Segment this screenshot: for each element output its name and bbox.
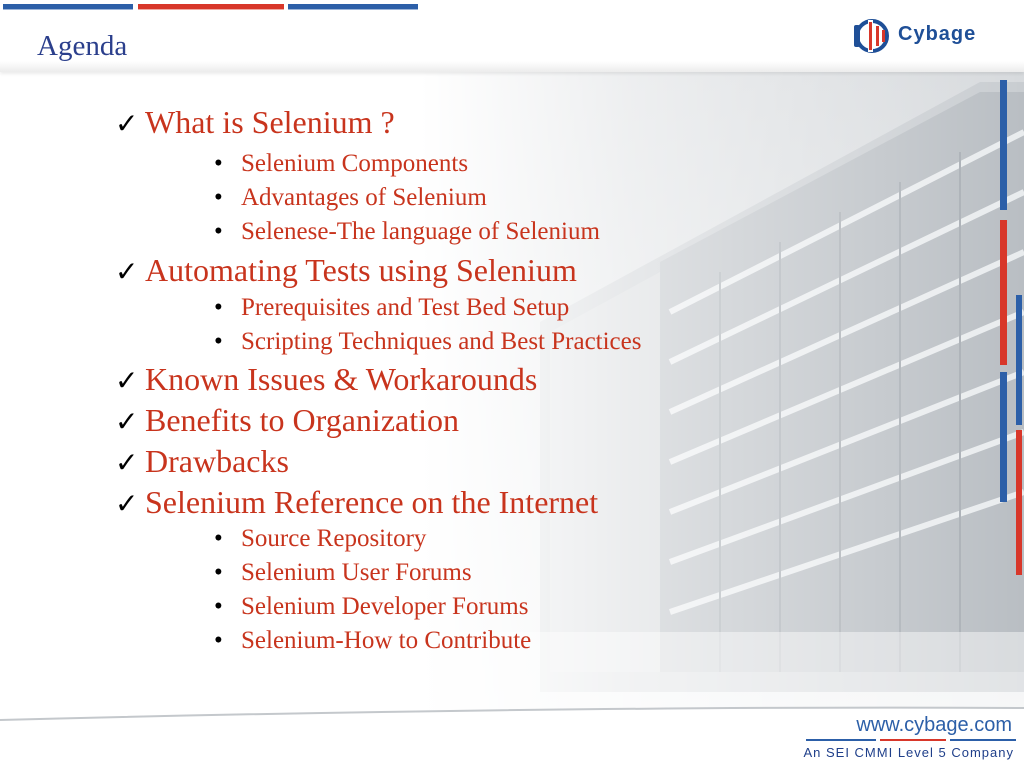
bullet-icon: • <box>214 184 223 211</box>
agenda-subitem-label: Advantages of Selenium <box>241 184 487 211</box>
agenda-item <box>115 252 577 289</box>
bullet-icon: • <box>214 150 223 177</box>
agenda-item <box>115 443 289 480</box>
checkmark-icon: ✓ <box>115 255 139 288</box>
agenda-item-label: What is Selenium ? <box>145 104 395 140</box>
agenda-subitem <box>214 593 528 621</box>
bullet-icon: • <box>214 559 223 586</box>
agenda-item-label: Automating Tests using Selenium <box>145 252 577 288</box>
agenda-item <box>115 104 395 141</box>
agenda-subitem-label: Source Repository <box>241 525 427 552</box>
agenda-subitem-label: Selenium Components <box>241 150 469 177</box>
bullet-icon: • <box>214 627 223 654</box>
agenda-subitem-label: Scripting Techniques and Best Practices <box>241 328 642 355</box>
agenda-item <box>115 361 537 398</box>
agenda-subitem <box>214 218 600 246</box>
agenda-subitem <box>214 184 487 212</box>
bullet-icon: • <box>214 593 223 620</box>
agenda-item-label: Selenium Reference on the Internet <box>145 484 599 520</box>
agenda-item <box>115 484 598 521</box>
checkmark-icon: ✓ <box>115 405 139 438</box>
checkmark-icon: ✓ <box>115 487 139 520</box>
agenda-item <box>115 402 459 439</box>
agenda-subitem-label: Selenium Developer Forums <box>241 593 529 620</box>
bullet-icon: • <box>214 328 223 355</box>
agenda-subitem-label: Selenium User Forums <box>241 559 472 586</box>
agenda-item-label: Known Issues & Workarounds <box>145 361 538 397</box>
agenda-item-label: Benefits to Organization <box>145 402 459 438</box>
checkmark-icon: ✓ <box>115 364 139 397</box>
agenda-subitem-label: Selenium-How to Contribute <box>241 627 532 654</box>
checkmark-icon: ✓ <box>115 446 139 479</box>
footer-tagline: An SEI CMMI Level 5 Company <box>803 745 1014 760</box>
agenda-subitem-label: Selenese-The language of Selenium <box>241 218 600 245</box>
agenda-item-label: Drawbacks <box>145 443 289 479</box>
agenda-subitem <box>214 627 531 655</box>
bullet-icon: • <box>214 525 223 552</box>
agenda-subitem-label: Prerequisites and Test Bed Setup <box>241 294 570 321</box>
cybage-logo-text: Cybage <box>898 23 977 45</box>
agenda-subitem <box>214 150 468 178</box>
agenda-subitem <box>214 525 426 553</box>
bullet-icon: • <box>214 294 223 321</box>
footer-website-link[interactable]: www.cybage.com <box>856 714 1012 736</box>
bullet-icon: • <box>214 218 223 245</box>
slide-title: Agenda <box>37 30 128 62</box>
footer-divider-lines <box>806 739 1016 743</box>
agenda-subitem <box>214 294 569 322</box>
agenda-subitem <box>214 559 472 587</box>
checkmark-icon: ✓ <box>115 107 139 140</box>
agenda-subitem <box>214 328 641 356</box>
